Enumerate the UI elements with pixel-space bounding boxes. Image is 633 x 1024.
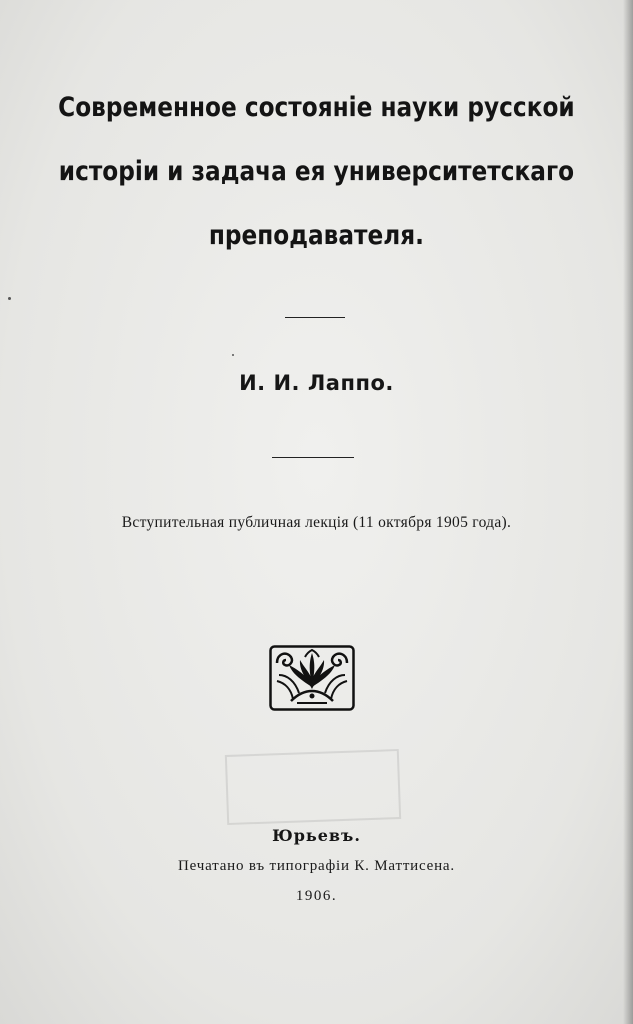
divider-rule <box>272 457 354 458</box>
paper-speck <box>8 297 11 300</box>
imprint-year: 1906. <box>295 888 338 904</box>
imprint-city: Юрьевъ. <box>272 826 361 845</box>
divider-rule <box>285 317 345 318</box>
paper-speck <box>232 354 234 356</box>
author-name: И. И. Лаппо. <box>239 371 394 395</box>
faded-library-stamp <box>225 749 401 825</box>
title-line-1: Современное состоянiе науки русской <box>58 92 575 123</box>
title-line-2: исторiи и задача ея университетскаго <box>58 156 575 187</box>
title-line-3: преподавателя. <box>208 220 424 251</box>
lecture-subtitle: Вступительная публичная лекцiя (11 октября 1905 года). <box>121 514 512 531</box>
palmette-ornament-icon <box>269 645 355 711</box>
imprint-printer: Печатано въ типографiи К. Маттисена. <box>178 858 455 874</box>
